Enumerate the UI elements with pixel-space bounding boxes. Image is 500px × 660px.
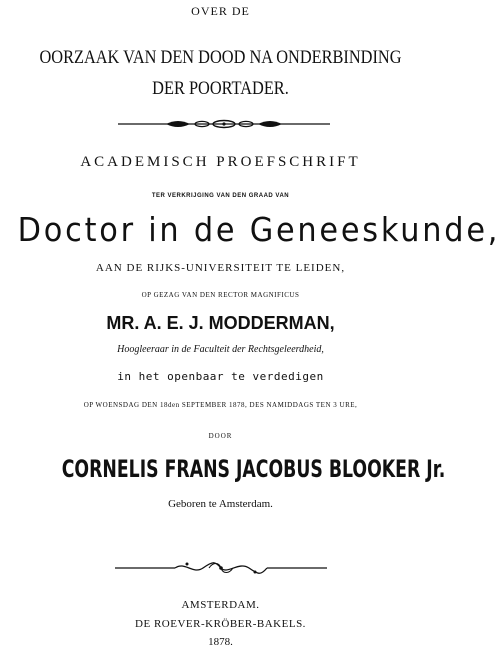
academisch-proefschrift: ACADEMISCH PROEFSCHRIFT: [80, 154, 361, 170]
imprint-year: 1878.: [208, 636, 233, 648]
imprint-city: AMSTERDAM.: [181, 599, 260, 611]
degree-title: Doctor in de Geneeskunde,: [17, 210, 500, 249]
university-line: AAN DE RIJKS-UNIVERSITEIT TE LEIDEN,: [95, 262, 346, 274]
imprint-printer: DE ROEVER-KRÖBER-BAKELS.: [135, 618, 306, 630]
thesis-title-line-1: OORZAAK VAN DEN DOOD NA ONDERBINDING: [39, 47, 402, 68]
thesis-title-line-2: DER POORTADER.: [152, 78, 289, 99]
birthplace-line: Geboren te Amsterdam.: [168, 498, 273, 510]
gezag-line: OP GEZAG VAN DEN RECTOR MAGNIFICUS: [141, 291, 300, 299]
defense-date: OP WOENSDAG DEN 18den SEPTEMBER 1878, DES NAMIDDAGS TEN 3 URE,: [83, 401, 358, 409]
verdedigen-line: in het openbaar te verdedigen: [117, 370, 324, 383]
hoogleraar-line: Hoogleeraar in de Faculteit der Rechtsgeleerdheid,: [117, 344, 324, 355]
verkrijging-line: TER VERKRIJGING VAN DEN GRAAD VAN: [151, 193, 290, 199]
flourish-ornament-icon: [115, 559, 327, 577]
ornamental-rule-icon: [118, 117, 330, 131]
author-name: CORNELIS FRANS JACOBUS BLOOKER Jr.: [61, 455, 446, 483]
door-line: DOOR: [208, 432, 233, 440]
rector-name: MR. A. E. J. MODDERMAN,: [106, 313, 335, 333]
over-de-heading: OVER DE: [191, 4, 250, 18]
